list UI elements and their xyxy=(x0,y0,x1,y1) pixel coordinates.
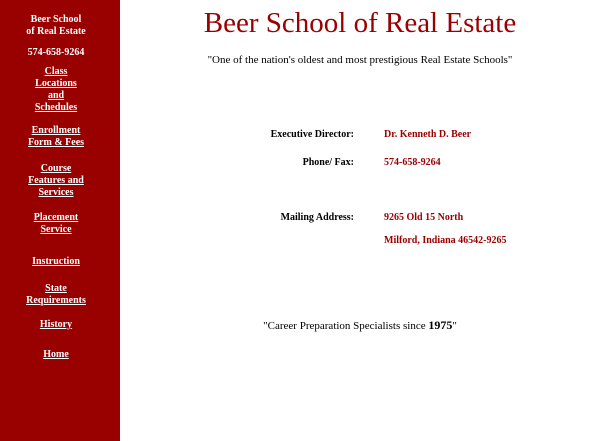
nav-placement-line-1[interactable]: Placement xyxy=(33,212,79,223)
nav-placement-line-2[interactable]: Service xyxy=(40,224,72,235)
brand-line-1: Beer School xyxy=(30,14,82,25)
page-title: Beer School of Real Estate xyxy=(203,7,517,39)
sidebar-phone-text: 574-658-9264 xyxy=(27,47,85,58)
nav-home[interactable] xyxy=(0,349,112,361)
sidebar xyxy=(0,0,120,441)
nav-course-features-line-1[interactable]: Course xyxy=(40,163,72,174)
nav-enrollment[interactable] xyxy=(0,125,112,149)
nav-state-requirements-line-1[interactable]: State xyxy=(45,283,67,294)
nav-state-requirements-line-2[interactable]: Requirements xyxy=(26,295,86,306)
nav-placement[interactable] xyxy=(0,212,112,236)
nav-class-locations-line-3[interactable]: and xyxy=(47,90,65,101)
footer-quote-year: 1975 xyxy=(428,318,453,332)
brand-line-2: of Real Estate xyxy=(26,26,86,37)
nav-enrollment-line-2[interactable]: Form & Fees xyxy=(27,137,85,148)
nav-class-locations-line-4[interactable]: Schedules xyxy=(34,102,78,113)
nav-home-line-1[interactable]: Home xyxy=(43,349,69,360)
address-label: Mailing Address: xyxy=(280,212,354,223)
nav-class-locations[interactable] xyxy=(0,66,112,114)
nav-instruction[interactable] xyxy=(0,256,112,268)
address-line-1: 9265 Old 15 North xyxy=(384,212,464,223)
footer-quote-suffix: " xyxy=(452,320,457,332)
footer-quote xyxy=(94,318,600,333)
address-line-2: Milford, Indiana 46542-9265 xyxy=(384,235,507,246)
phone-label: Phone/ Fax: xyxy=(302,157,354,168)
footer-quote-prefix: "Career Preparation Specialists since xyxy=(263,320,429,332)
director-value: Dr. Kenneth D. Beer xyxy=(384,129,472,140)
main-content xyxy=(120,0,600,441)
phone-value: 574-658-9264 xyxy=(384,157,441,168)
nav-class-locations-line-2[interactable]: Locations xyxy=(35,78,77,89)
nav-course-features-line-2[interactable]: Features and xyxy=(28,175,84,186)
nav-enrollment-line-1[interactable]: Enrollment xyxy=(31,125,81,136)
nav-class-locations-line-1[interactable]: Class xyxy=(44,66,68,77)
nav-course-features[interactable] xyxy=(0,163,112,199)
nav-history-line-1[interactable]: History xyxy=(39,319,73,330)
director-label: Executive Director: xyxy=(270,129,354,140)
tagline: "One of the nation's oldest and most prestigious Real Estate Schools" xyxy=(207,54,513,66)
nav-course-features-line-3[interactable]: Services xyxy=(38,187,74,198)
nav-state-requirements[interactable] xyxy=(0,283,112,307)
nav-instruction-line-1[interactable]: Instruction xyxy=(32,256,80,267)
